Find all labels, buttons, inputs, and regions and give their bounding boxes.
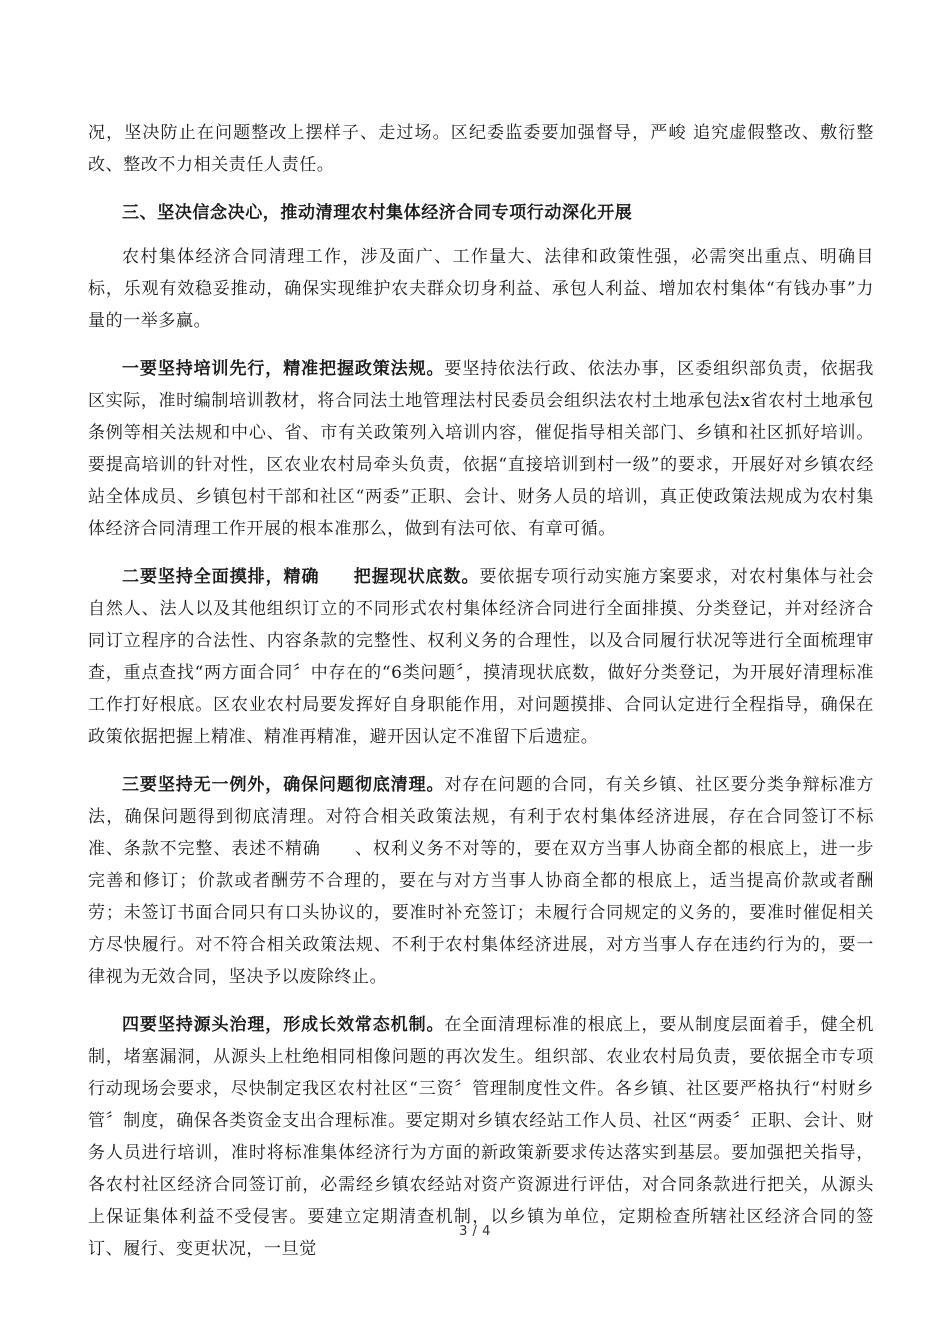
paragraph-lead: 二要坚持全面摸排，精确 xyxy=(122,567,320,587)
paragraph-text: 农村集体经济合同清理工作，涉及面广、工作量大、法律和政策性强，必需突出重点、明确目标，乐观有效稳妥推动，确保实现维护农夫群众切身利益、承包人利益、增加农村集体“有钱办事”力量的一举多赢。 xyxy=(88,247,874,331)
section-heading-text: 三、坚决信念决心，推动清理农村集体经济合同专项行动深化开展 xyxy=(122,203,633,223)
section-heading xyxy=(88,197,874,229)
paragraph-lead: 一要坚持培训先行，精准把握政策法规。 xyxy=(122,359,445,379)
page-number: 3 / 4 xyxy=(459,1224,491,1239)
paragraph-text: 要依据专项行动实施方案要求，对农村集体与社会自然人、法人以及其他组织订立的不同形式农村集体经济合同进行全面排摸、分类登记，并对经济合同订立程序的合法性、内容条款的完整性、权利义务的合理性，以及合同履行状况等进行全面梳理审查，重点查找“两方面合同〞中存在的“6类问题〞，摸清现状底数，做好分类登记，为开展好清理标准工作打好根底。区农业农村局要发挥好自身职能作用，对问题摸排、合同认定进行全程指导，确保在政策依据把握上精准、精准再精准，避开因认定不准留下后遗症。 xyxy=(88,567,874,747)
paragraph-lead-continued: 把握现状底数。 xyxy=(353,567,480,587)
paragraph-lead: 四要坚持源头治理，形成长效常态机制。 xyxy=(122,1015,445,1035)
paragraph-text: 对存在问题的合同，有关乡镇、社区要分类争辩标准方法，确保问题得到彻底清理。对符合相关政策法规，有利于农村集体经济进展，存在合同签订不标准、条款不完整、表述不精确 xyxy=(88,775,874,859)
paragraph-text-continued: 、权利义务不对等的，要在双方当事人协商全都的根底上，进一步完善和修订；价款或者酬劳不合理的，要在与对方当事人协商全都的根底上，适当提高价款或者酬劳；未签订书面合同只有口头协议的，要准时补充签订；未履行合同规定的义务的，要准时催促相关方尽快履行。对不符合相关政策法规、不利于农村集体经济进展，对方当事人存在违约行为的，要一律视为无效合同，坚决予以废除终止。 xyxy=(88,839,874,987)
paragraph-text: 在全面清理标准的根底上，要从制度层面着手，健全机制，堵塞漏洞，从源头上杜绝相同相像问题的再次发生。组织部、农业农村局负责，要依据全市专项行动现场会要求，尽快制定我区农村社区“三资〞管理制度性文件。各乡镇、社区要严格执行“村财乡管〞制度，确保各类资金支出合理标准。要定期对乡镇农经站工作人员、社区“两委〞正职、会计、财务人员进行培训，准时将标准集体经济行为方面的新政策新要求传达落实到基层。要加强把关指导，各农村社区经济合同签订前，必需经乡镇农经站对资产资源进行评估，对合同条款进行把关，从源头上保证集体利益不受侵害。要建立定期清查机制，以乡镇为单位，定期检查所辖社区经济合同的签订、履行、变更状况，一旦觉 xyxy=(88,1015,874,1259)
paragraph-lead: 三要坚持无一例外，确保问题彻底清理。 xyxy=(122,775,445,795)
paragraph-survey xyxy=(88,561,874,753)
paragraph-training xyxy=(88,353,874,545)
paragraph-cleanup xyxy=(88,769,874,993)
paragraph-text: 况，坚决防止在问题整改上摆样子、走过场。区纪委监委要加强督导，严峻 追究虚假整改、敷衍整改、整改不力相关责任人责任。 xyxy=(88,123,874,175)
paragraph-continued xyxy=(88,117,874,181)
paragraph-intro xyxy=(88,241,874,337)
paragraph-text: 要坚持依法行政、依法办事，区委组织部负责，依据我区实际，准时编制培训教材，将合同法土地管理法村民委员会组织法农村土地承包法x省农村土地承包条例等相关法规和中心、省、市有关政策列入培训内容，催促指导相关部门、乡镇和社区抓好培训。要提高培训的针对性，区农业农村局牵头负责，依据“直接培训到村一级”的要求，开展好对乡镇农经站全体成员、乡镇包村干部和社区“两委”正职、会计、财务人员的培训，真正使政策法规成为农村集体经济合同清理工作开展的根本准那么，做到有法可依、有章可循。 xyxy=(88,359,874,539)
document-page xyxy=(88,117,874,1281)
